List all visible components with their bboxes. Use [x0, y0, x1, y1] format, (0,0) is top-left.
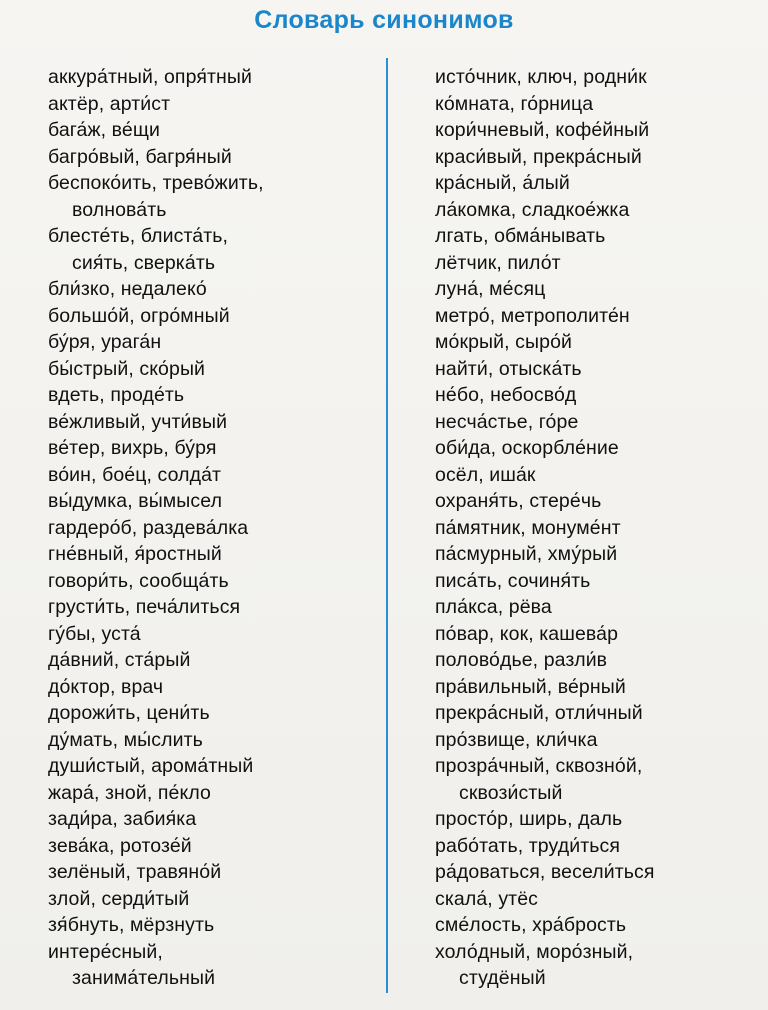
- entry: мо́крый, сыро́й: [435, 331, 573, 353]
- entry: зади́ра, забия́ка: [48, 808, 197, 830]
- entry: блесте́ть, блиста́ть,: [48, 225, 229, 247]
- entry: метро́, метрополите́н: [435, 304, 630, 327]
- entry: рабо́тать, труди́ться: [435, 834, 620, 857]
- entry: луна́, ме́сяц: [435, 278, 546, 300]
- entry: полово́дье, разли́в: [435, 649, 608, 671]
- column-divider: [386, 58, 388, 993]
- page-title: Словарь синонимов: [254, 6, 514, 34]
- entry: прозра́чный, сквозно́й,: [435, 755, 643, 777]
- entry: сме́лость, хра́брость: [435, 914, 627, 936]
- entry: холо́дный, моро́зный,: [435, 940, 634, 963]
- entry: грусти́ть, печа́литься: [48, 596, 241, 618]
- entry: кра́сный, а́лый: [435, 172, 570, 194]
- entry: лгать, обма́нывать: [435, 225, 606, 247]
- entry: гу́бы, уста́: [48, 622, 141, 645]
- entry: интере́сный,: [48, 940, 163, 963]
- entry: па́смурный, хму́рый: [435, 543, 618, 565]
- entry: актёр, арти́ст: [48, 92, 171, 115]
- entry: души́стый, арома́тный: [48, 755, 254, 777]
- entry: пла́кса, рёва: [435, 596, 552, 618]
- entry: охраня́ть, стере́чь: [435, 490, 602, 512]
- entry: во́ин, бое́ц, солда́т: [48, 463, 222, 486]
- entry: зя́бнуть, мёрзнуть: [48, 914, 215, 936]
- entry: беспоко́ить, трево́жить,: [48, 172, 264, 194]
- entry: несча́стье, го́ре: [435, 410, 579, 433]
- entry: бы́стрый, ско́рый: [48, 357, 206, 380]
- entry: дорожи́ть, цени́ть: [48, 702, 210, 724]
- entry: бага́ж, ве́щи: [48, 119, 160, 141]
- entry: до́ктор, врач: [48, 675, 164, 698]
- entry: бу́ря, урага́н: [48, 331, 162, 353]
- entry: не́бо, небосво́д: [435, 384, 577, 406]
- entry: про́звище, кли́чка: [435, 728, 598, 751]
- entry: ве́тер, вихрь, бу́ря: [48, 437, 217, 459]
- entry: большо́й, огро́мный: [48, 304, 230, 327]
- entry: скала́, утёс: [435, 887, 538, 910]
- entry-continuation: сквози́стый: [459, 781, 563, 804]
- entry: оби́да, оскорбле́ние: [435, 437, 619, 459]
- entry: багро́вый, багря́ный: [48, 145, 232, 168]
- entry: писа́ть, сочиня́ть: [435, 569, 591, 592]
- entry: зева́ка, ротозе́й: [48, 834, 192, 857]
- entry: ра́доваться, весели́ться: [435, 861, 655, 883]
- entry: вдеть, проде́ть: [48, 384, 185, 406]
- entry-continuation: сия́ть, сверка́ть: [72, 251, 216, 274]
- entry: злой, серди́тый: [48, 887, 190, 910]
- entry: лётчик, пило́т: [435, 251, 561, 274]
- entry: бли́зко, недалеко́: [48, 278, 207, 300]
- left-column: [48, 64, 378, 992]
- entry: гне́вный, я́ростный: [48, 543, 222, 565]
- entry: ду́мать, мы́слить: [48, 728, 203, 751]
- entry: прекра́сный, отли́чный: [435, 702, 643, 724]
- entry: ко́мната, го́рница: [435, 92, 594, 115]
- right-column: [435, 64, 760, 992]
- entry-continuation: занима́тельный: [72, 967, 216, 989]
- entry-continuation: волнова́ть: [72, 198, 167, 221]
- entry: вы́думка, вы́мысел: [48, 490, 223, 512]
- entry: гардеро́б, раздева́лка: [48, 516, 249, 539]
- entry: да́вний, ста́рый: [48, 649, 191, 671]
- entry: ла́комка, сладкое́жка: [435, 198, 630, 221]
- entry: краси́вый, прекра́сный: [435, 145, 642, 168]
- entry: аккура́тный, опря́тный: [48, 66, 252, 88]
- entry: найти́, отыска́ть: [435, 357, 582, 380]
- entry: осёл, иша́к: [435, 463, 536, 486]
- entry: исто́чник, ключ, родни́к: [435, 66, 647, 88]
- entry-continuation: студёный: [459, 967, 546, 989]
- entry: ве́жливый, учти́вый: [48, 410, 228, 433]
- entry: зелёный, травяно́й: [48, 861, 222, 883]
- entry: по́вар, кок, кашева́р: [435, 622, 619, 645]
- entry: пра́вильный, ве́рный: [435, 675, 626, 698]
- entry: просто́р, ширь, даль: [435, 808, 623, 830]
- entry: жара́, зной, пе́кло: [48, 781, 211, 804]
- entry: кори́чневый, кофе́йный: [435, 119, 650, 141]
- entry: говори́ть, сообща́ть: [48, 569, 229, 592]
- entry: па́мятник, монуме́нт: [435, 516, 621, 539]
